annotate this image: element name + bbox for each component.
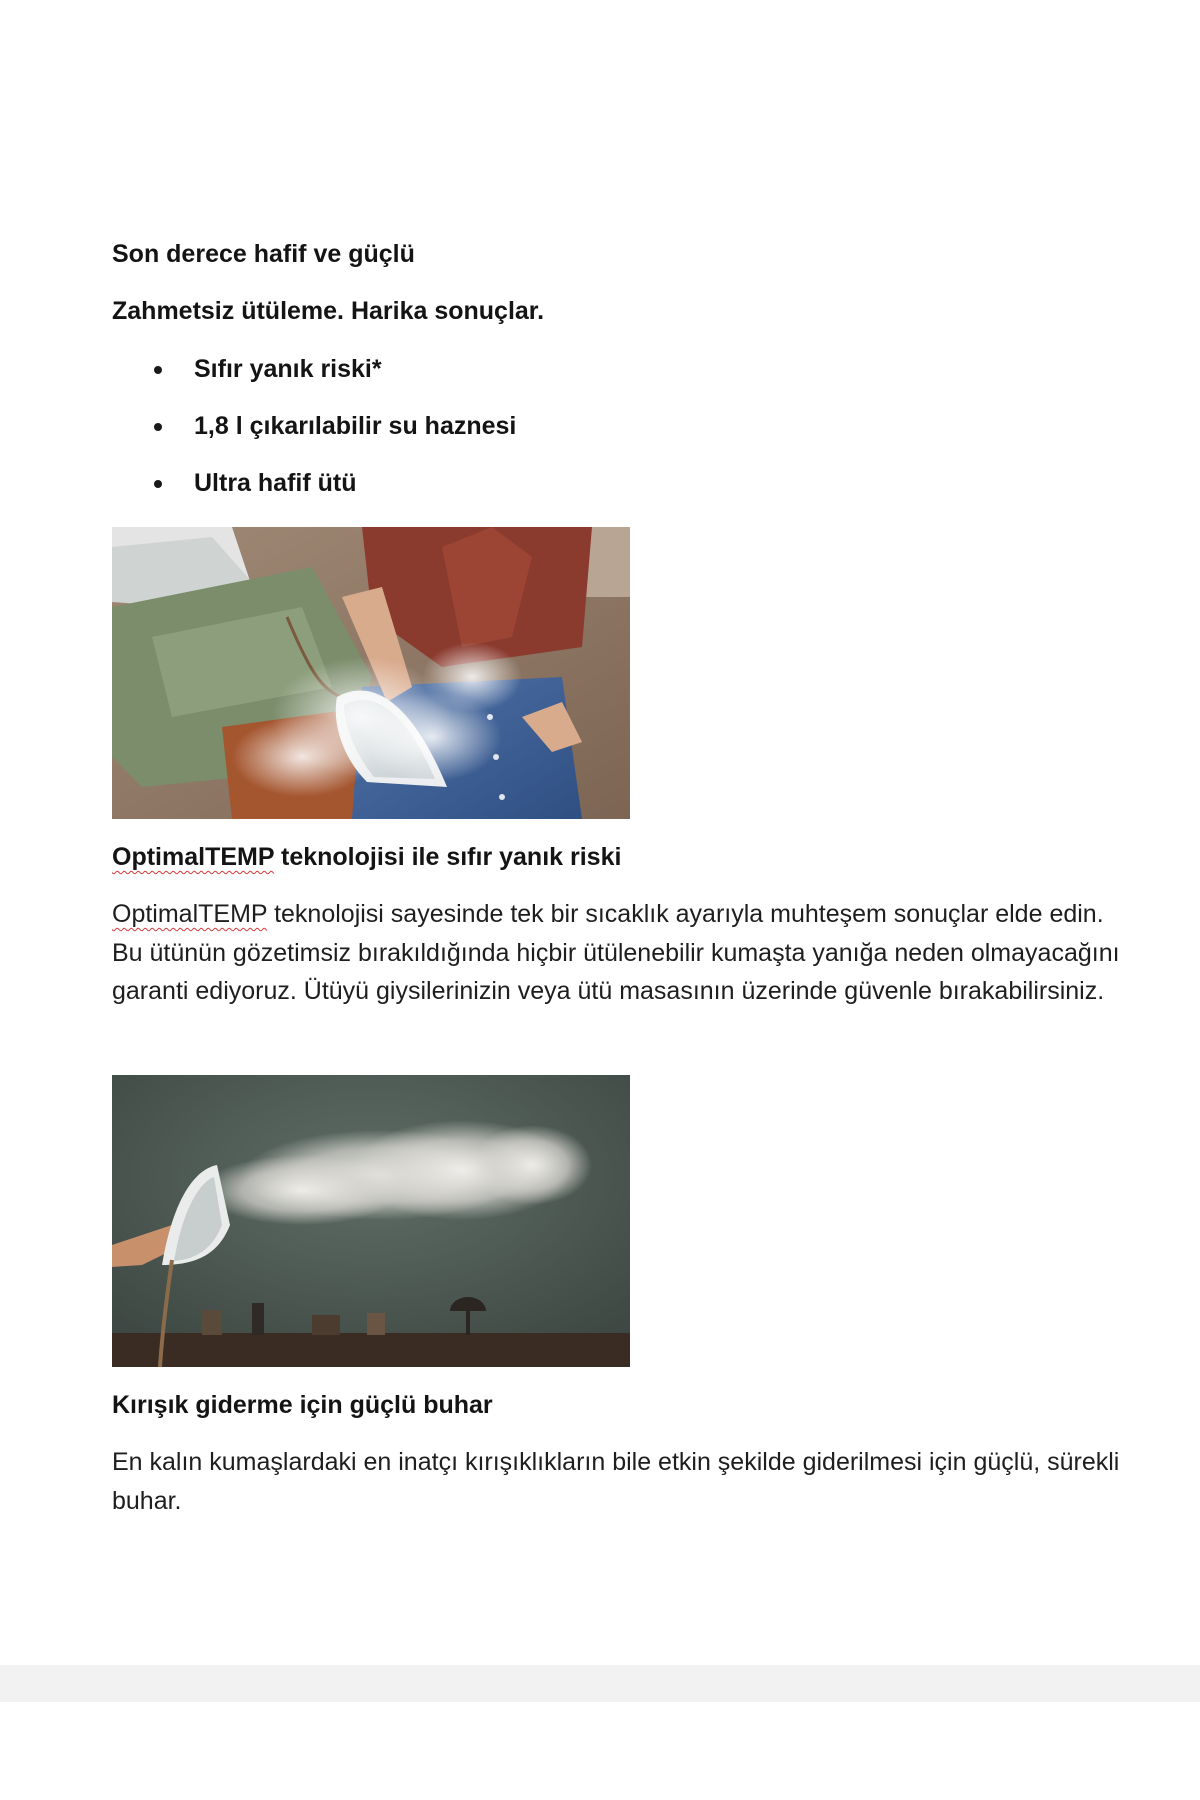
feature-item (112, 468, 516, 525)
optimaltemp-title (112, 843, 621, 872)
brand-name: OptimalTEMP (112, 843, 275, 871)
feature-text: Sıfır yanık riski* (194, 355, 382, 383)
optimaltemp-title-text: teknolojisi ile sıfır yanık riski (274, 843, 622, 871)
bullet-icon (154, 480, 162, 488)
feature-item (112, 354, 516, 411)
intro-subtitle: Zahmetsiz ütüleme. Harika sonuçlar. (112, 297, 545, 325)
intro-title: Son derece hafif ve güçlü (112, 240, 415, 268)
brand-name: OptimalTEMP (112, 900, 268, 928)
ironing-clothes-photo (112, 527, 630, 819)
steam-description: En kalın kumaşlardaki en inatçı kırışıklıkların bile etkin şekilde giderilmesi için güçlü, sürekli buhar. (112, 1448, 1120, 1515)
optimaltemp-description (112, 895, 1122, 1011)
feature-text: 1,8 l çıkarılabilir su haznesi (194, 412, 517, 440)
optimaltemp-description-text: teknolojisi sayesinde tek bir sıcaklık ayarıyla muhteşem sonuçlar elde edin. Bu ütünün gözetimsiz bırakıldığında hiçbir ütülenebilir kumaşta yanığa neden olmayacağını garanti ediyoruz. Ütüyü giysilerinizin veya ütü masasının üzerinde güvenle bırakabilirsiniz. (112, 900, 1120, 1005)
footer-band (0, 1665, 1200, 1702)
feature-list (112, 354, 516, 525)
feature-text: Ultra hafif ütü (194, 469, 357, 497)
steam-title: Kırışık giderme için güçlü buhar (112, 1391, 493, 1419)
steam-iron-photo (112, 1075, 630, 1367)
feature-item (112, 411, 516, 468)
bullet-icon (154, 423, 162, 431)
bullet-icon (154, 366, 162, 374)
